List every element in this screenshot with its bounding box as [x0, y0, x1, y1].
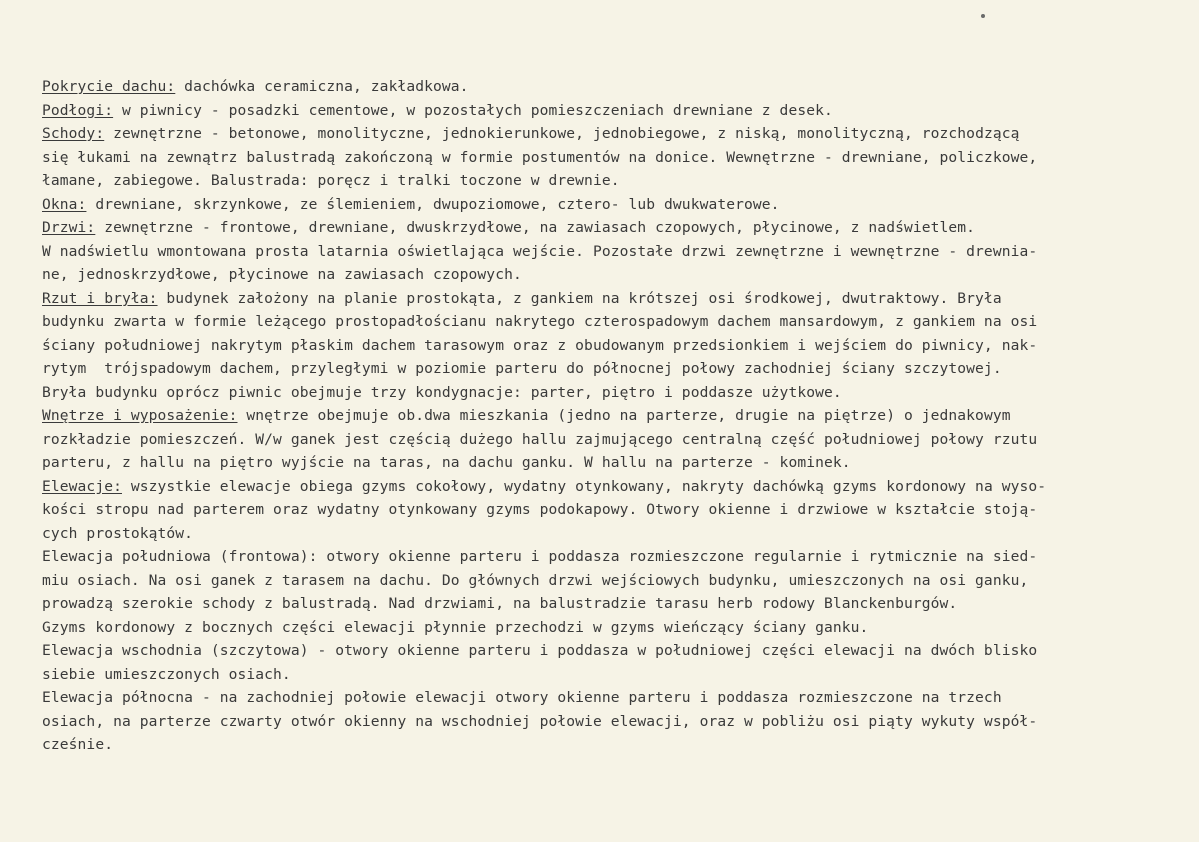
line-text: ne, jednoskrzydłowe, płycinowe na zawiasach czopowych.: [42, 266, 522, 283]
section-heading: Elewacje:: [42, 477, 122, 495]
text-line: [42, 710, 1182, 734]
text-line: [42, 522, 1182, 546]
line-text: wszystkie elewacje obiega gzyms cokołowy, wydatny otynkowany, nakryty dachówką gzyms kordonowy na wyso-: [121, 477, 1047, 495]
line-text: w piwnicy - posadzki cementowe, w pozostałych pomieszczeniach drewniane z desek.: [113, 101, 833, 119]
text-line: [42, 310, 1182, 334]
text-line: [42, 193, 1182, 217]
section-heading: Okna:: [42, 195, 87, 213]
text-line: [42, 569, 1182, 593]
line-text: drewniane, skrzynkowe, ze ślemieniem, dwupoziomowe, cztero- lub dwukwaterowe.: [86, 195, 780, 213]
text-line: [42, 616, 1182, 640]
text-line: [42, 240, 1182, 264]
document-body: [42, 75, 1182, 757]
section-heading: Rzut i bryła:: [42, 289, 158, 307]
text-line: [42, 146, 1182, 170]
line-text: ściany południowej nakrytym płaskim dachem tarasowym oraz z obudowanym przedsionkiem i wejściem do piwnicy, nak-: [42, 336, 1038, 354]
section-heading: Wnętrze i wyposażenie:: [42, 407, 238, 424]
line-text: Elewacja południowa (frontowa): otwory okienne parteru i poddasza rozmieszczone regularnie i rytmicznie na sied-: [42, 548, 1038, 565]
text-line: [42, 287, 1182, 311]
ink-dot: [981, 14, 985, 18]
text-line: [42, 263, 1182, 287]
text-line: [42, 357, 1182, 381]
line-text: siebie umieszczonych osiach.: [42, 665, 291, 683]
line-text: cych prostokątów.: [42, 524, 194, 542]
line-text: zewnętrzne - frontowe, drewniane, dwuskrzydłowe, na zawiasach czopowych, płycinowe, z nadświetlem.: [95, 219, 976, 236]
text-line: [42, 451, 1182, 475]
line-text: wnętrze obejmuje ob.dwa mieszkania (jedno na parterze, drugie na piętrze) o jednakowym: [237, 407, 1011, 424]
line-text: zewnętrzne - betonowe, monolityczne, jednokierunkowe, jednobiegowe, z niską, monolityczną, rozchodzącą: [104, 125, 1020, 142]
text-line: [42, 334, 1182, 358]
line-text: Bryła budynku oprócz piwnic obejmuje trzy kondygnacje: parter, piętro i poddasze użytkowe.: [42, 383, 842, 401]
line-text: się łukami na zewnątrz balustradą zakończoną w formie postumentów na donice. Wewnętrzne - drewniane, policzkowe,: [42, 148, 1038, 166]
line-text: kości stropu nad parterem oraz wydatny otynkowany gzyms podokapowy. Otwory okienne i drzwiowe w kształcie stoją-: [42, 501, 1038, 518]
line-text: rozkładzie pomieszczeń. W/w ganek jest częścią dużego hallu zajmującego centralną część południowej połowy rzutu: [42, 430, 1038, 448]
text-line: [42, 639, 1182, 663]
text-line: [42, 545, 1182, 569]
line-text: dachówka ceramiczna, zakładkowa.: [175, 78, 469, 95]
text-line: [42, 99, 1182, 123]
text-line: [42, 122, 1182, 146]
text-line: [42, 663, 1182, 687]
line-text: Elewacja północna - na zachodniej połowie elewacji otwory okienne parteru i poddasza rozmieszczone na trzech: [42, 689, 1002, 706]
text-line: [42, 686, 1182, 710]
line-text: cześnie.: [42, 736, 114, 753]
text-line: [42, 475, 1182, 499]
text-line: [42, 216, 1182, 240]
text-line: [42, 75, 1182, 99]
line-text: W nadświetlu wmontowana prosta latarnia oświetlająca wejście. Pozostałe drzwi zewnętrzne i wewnętrzne - drewnia-: [42, 242, 1038, 260]
text-line: [42, 428, 1182, 452]
section-heading: Podłogi:: [42, 101, 114, 119]
line-text: parteru, z hallu na piętro wyjście na taras, na dachu ganku. W hallu na parterze - kominek.: [42, 454, 851, 471]
line-text: osiach, na parterze czwarty otwór okienny na wschodniej połowie elewacji, oraz w pobliżu osi piąty wykuty współ-: [42, 712, 1038, 730]
line-text: budynek założony na planie prostokąta, z gankiem na krótszej osi środkowej, dwutraktowy. Bryła: [157, 289, 1002, 307]
line-text: rytym trójspadowym dachem, przyległymi w poziomie parteru do północnej połowy zachodniej ściany szczytowej.: [42, 360, 1002, 377]
line-text: łamane, zabiegowe. Balustrada: poręcz i tralki toczone w drewnie.: [42, 172, 620, 189]
text-line: [42, 404, 1182, 428]
text-line: [42, 592, 1182, 616]
text-line: [42, 381, 1182, 405]
text-line: [42, 498, 1182, 522]
text-line: [42, 733, 1182, 757]
section-heading: Schody:: [42, 125, 105, 142]
line-text: prowadzą szerokie schody z balustradą. Nad drzwiami, na balustradzie tarasu herb rodowy Blanckenburgów.: [42, 595, 958, 612]
text-line: [42, 169, 1182, 193]
line-text: Elewacja wschodnia (szczytowa) - otwory okienne parteru i poddasza w południowej części elewacji na dwóch blisko: [42, 642, 1038, 659]
line-text: budynku zwarta w formie leżącego prostopadłościanu nakrytego czterospadowym dachem mansardowym, z gankiem na osi: [42, 313, 1038, 330]
section-heading: Drzwi:: [42, 219, 96, 236]
line-text: Gzyms kordonowy z bocznych części elewacji płynnie przechodzi w gzyms wieńczący ściany ganku.: [42, 618, 869, 636]
line-text: miu osiach. Na osi ganek z tarasem na dachu. Do głównych drzwi wejściowych budynku, umieszczonych na osi ganku,: [42, 571, 1029, 589]
section-heading: Pokrycie dachu:: [42, 78, 176, 95]
